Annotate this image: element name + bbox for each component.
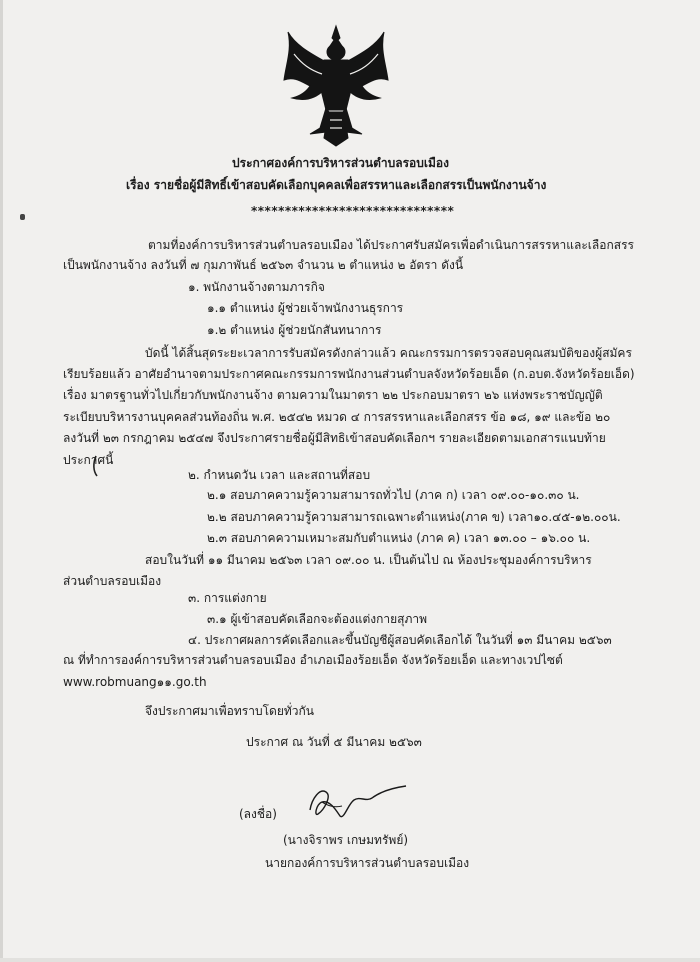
intro-line: เป็นพนักงานจ้าง ลงวันที่ ๗ กุมภาพันธ์ ๒๕๖๓ จำนวน ๒ ตำแหน่ง ๒ อัตรา ดังนี้ xyxy=(63,258,464,272)
section-2-item: ๒.๓ สอบภาคความเหมาะสมกับตำแหน่ง (ภาค ค) เวลา ๑๓.๐๐ – ๑๖.๐๐ น. xyxy=(207,531,591,545)
document-subject: เรื่อง รายชื่อผู้มีสิทธิ์เข้าสอบคัดเลือกบุคคลเพื่อสรรหาและเลือกสรรเป็นพนักงานจ้าง xyxy=(126,178,547,192)
handwritten-signature-icon xyxy=(302,780,412,828)
announce-line: บัดนี้ ได้สิ้นสุดระยะเวลาการรับสมัครดังกล่าวแล้ว คณะกรรมการตรวจสอบคุณสมบัติของผู้สมัคร xyxy=(145,346,632,360)
section-2-heading: ๒. กำหนดวัน เวลา และสถานที่สอบ xyxy=(188,468,371,482)
exam-date-line: สอบในวันที่ ๑๑ มีนาคม ๒๕๖๓ เวลา ๐๙.๐๐ น. เป็นต้นไป ณ ห้องประชุมองค์การบริหาร xyxy=(145,553,592,567)
exam-date-line: ส่วนตำบลรอบเมือง xyxy=(63,574,162,588)
announce-line: เรียบร้อยแล้ว อาศัยอำนาจตามประกาศคณะกรรมการพนักงานส่วนตำบลจังหวัดร้อยเอ็ด (ก.อบต.จังหวัดร้อยเอ็ด) xyxy=(63,367,635,381)
section-2-item: ๒.๒ สอบภาคความรู้ความสามารถเฉพาะตำแหน่ง(ภาค ข) เวลา๑๐.๔๕-๑๒.๐๐น. xyxy=(207,510,621,524)
section-4-line: ณ ที่ทำการองค์การบริหารส่วนตำบลรอบเมือง อำเภอเมืองร้อยเอ็ด จังหวัดร้อยเอ็ด และทางเวปไซต์ xyxy=(63,653,563,667)
garuda-emblem-icon xyxy=(282,24,390,148)
announce-line: ระเบียบบริหารงานบุคคลส่วนท้องถิ่น พ.ศ. ๒๕๔๒ หมวด ๔ การสรรหาและเลือกสรร ข้อ ๑๘, ๑๙ และข้อ ๒๐ xyxy=(63,410,611,424)
section-1-item: ๑.๑ ตำแหน่ง ผู้ช่วยเจ้าพนักงานธุรการ xyxy=(207,301,404,315)
announce-line: ลงวันที่ ๒๓ กรกฎาคม ๒๕๔๗ จึงประกาศรายชื่อผู้มีสิทธิเข้าสอบคัดเลือกฯ รายละเอียดตามเอกสารแนบท้าย xyxy=(63,431,606,445)
scan-bottom-shadow xyxy=(0,958,700,962)
website-url: www.robmuang๑๑.go.th xyxy=(63,675,207,689)
section-4-line: ๔. ประกาศผลการคัดเลือกและขึ้นบัญชีผู้สอบคัดเลือกได้ ในวันที่ ๑๓ มีนาคม ๒๕๖๓ xyxy=(188,633,612,647)
signer-position: นายกองค์การบริหารส่วนตำบลรอบเมือง xyxy=(265,856,470,870)
section-3-item: ๓.๑ ผู้เข้าสอบคัดเลือกจะต้องแต่งกายสุภาพ xyxy=(207,612,428,626)
intro-line: ตามที่องค์การบริหารส่วนตำบลรอบเมือง ได้ประกาศรับสมัครเพื่อดำเนินการสรรหาและเลือกสรร xyxy=(148,238,634,252)
separator-line: ****************************** xyxy=(251,204,455,218)
announce-line: เรื่อง มาตรฐานทั่วไปเกี่ยวกับพนักงานจ้าง ตามความในมาตรา ๒๒ ประกอบมาตรา ๒๖ แห่งพระราชบัญญัติ xyxy=(63,388,603,402)
section-1-heading: ๑. พนักงานจ้างตามภารกิจ xyxy=(188,280,325,294)
scan-edge-shadow xyxy=(0,0,3,962)
announce-line: ประกาศนี้ xyxy=(63,453,114,467)
pen-stroke-mark-icon xyxy=(92,455,98,477)
section-2-item: ๒.๑ สอบภาคความรู้ความสามารถทั่วไป (ภาค ก) เวลา ๐๙.๐๐-๑๐.๓๐ น. xyxy=(207,488,580,502)
section-1-item: ๑.๒ ตำแหน่ง ผู้ช่วยนักสันทนาการ xyxy=(207,323,382,337)
signature-label: (ลงชื่อ) xyxy=(239,807,277,821)
closing-line: จึงประกาศมาเพื่อทราบโดยทั่วกัน xyxy=(145,704,314,718)
signer-name: (นางจิราพร เกษมทรัพย์) xyxy=(283,833,409,847)
document-title: ประกาศองค์การบริหารส่วนตำบลรอบเมือง xyxy=(232,156,449,170)
announced-date: ประกาศ ณ วันที่ ๕ มีนาคม ๒๕๖๓ xyxy=(246,735,422,749)
scan-dot-mark xyxy=(20,214,25,220)
section-3-heading: ๓. การแต่งกาย xyxy=(188,591,267,605)
